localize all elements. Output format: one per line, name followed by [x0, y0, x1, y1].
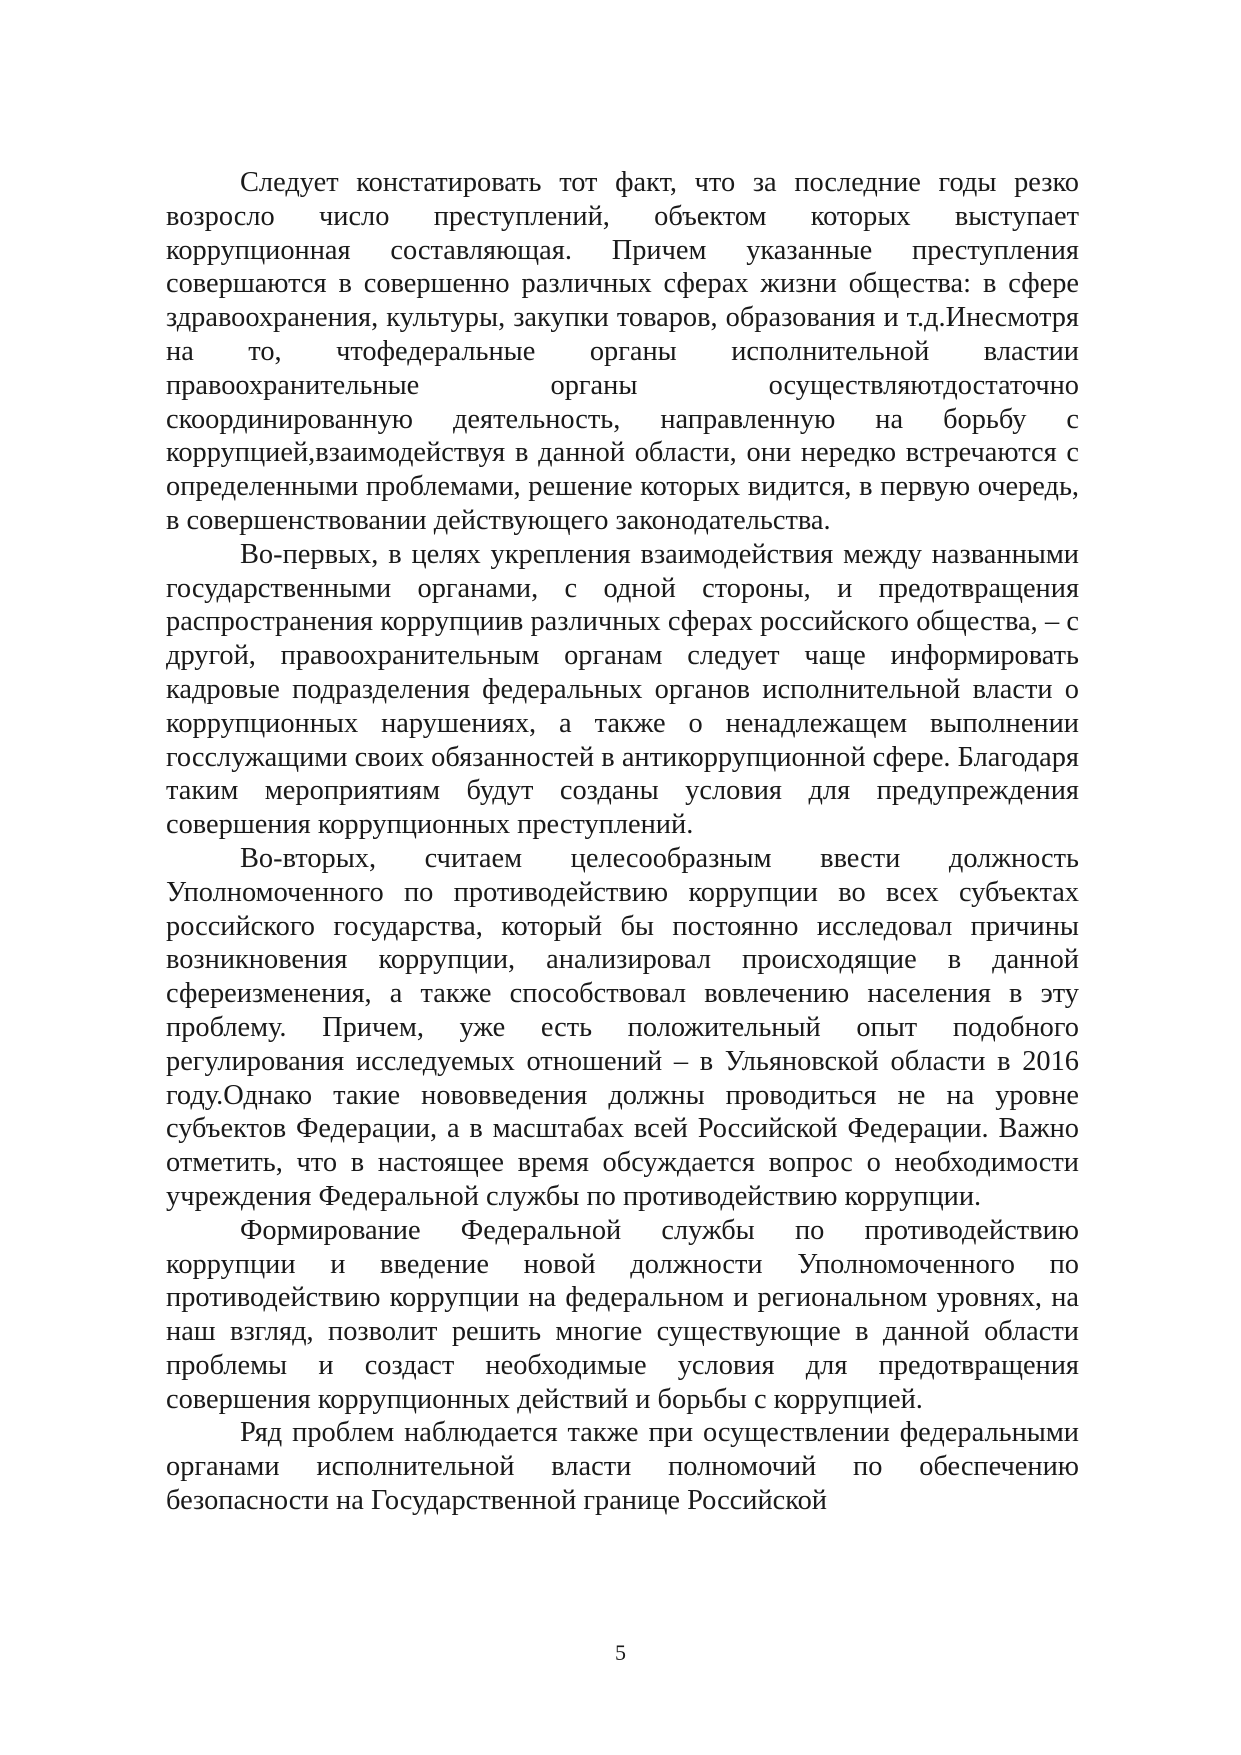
paragraph-3: Во-вторых, считаем целесообразным ввести должность Уполномоченного по противодействию коррупции во всех субъектах российского государства, который бы постоянно исследовал причины возникновения коррупции, анализировал происходящие в данной сфереизменения, а также способствовал вовлечению населения в эту проблему. Причем, уже есть положительный опыт подобного регулирования исследуемых отношений – в Ульяновской области в 2016 году.Однако такие нововведения должны проводиться не на уровне субъектов Федерации, а в масштабах всей Российской Федерации. Важно отметить, что в настоящее время обсуждается вопрос о необходимости учреждения Федеральной службы по противодействию коррупции. [166, 842, 1079, 1212]
body-text [166, 166, 1079, 1518]
paragraph-4: Формирование Федеральной службы по противодействию коррупции и введение новой должности Уполномоченного по противодействию коррупции на федеральном и региональном уровнях, на наш взгляд, позволит решить многие существующие в данной области проблемы и создаст необходимые условия для предотвращения совершения коррупционных действий и борьбы с коррупцией. [166, 1214, 1079, 1415]
paragraph-5: Ряд проблем наблюдается также при осуществлении федеральными органами исполнительной власти полномочий по обеспечению безопасности на Государственной границе Российской [166, 1417, 1079, 1517]
paragraph-1: Следует констатировать тот факт, что за последние годы резко возросло число преступлений, объектом которых выступает коррупционная составляющая. Причем указанные преступления совершаются в совершенно различных сферах жизни общества: в сфере здравоохранения, культуры, закупки товаров, образования и т.д.Инесмотря на то, чтофедеральные органы исполнительной властии правоохранительные органы осуществляютдостаточно скоординированную деятельность, направленную на борьбу с коррупцией,взаимодействуя в данной области, они нередко встречаются с определенными проблемами, решение которых видится, в первую очередь, в совершенствовании действующего законодательства. [166, 167, 1079, 536]
page-number: 5 [615, 1640, 626, 1665]
paragraph-2: Во-первых, в целях укрепления взаимодействия между названными государственными органами, с одной стороны, и предотвращения распространения коррупциив различных сферах российского общества, – с другой, правоохранительным органам следует чаще информировать кадровые подразделения федеральных органов исполнительной власти о коррупционных нарушениях, а также о ненадлежащем выполнении госслужащими своих обязанностей в антикоррупционной сфере. Благодаря таким мероприятиям будут созданы условия для предупреждения совершения коррупционных преступлений. [166, 538, 1079, 841]
